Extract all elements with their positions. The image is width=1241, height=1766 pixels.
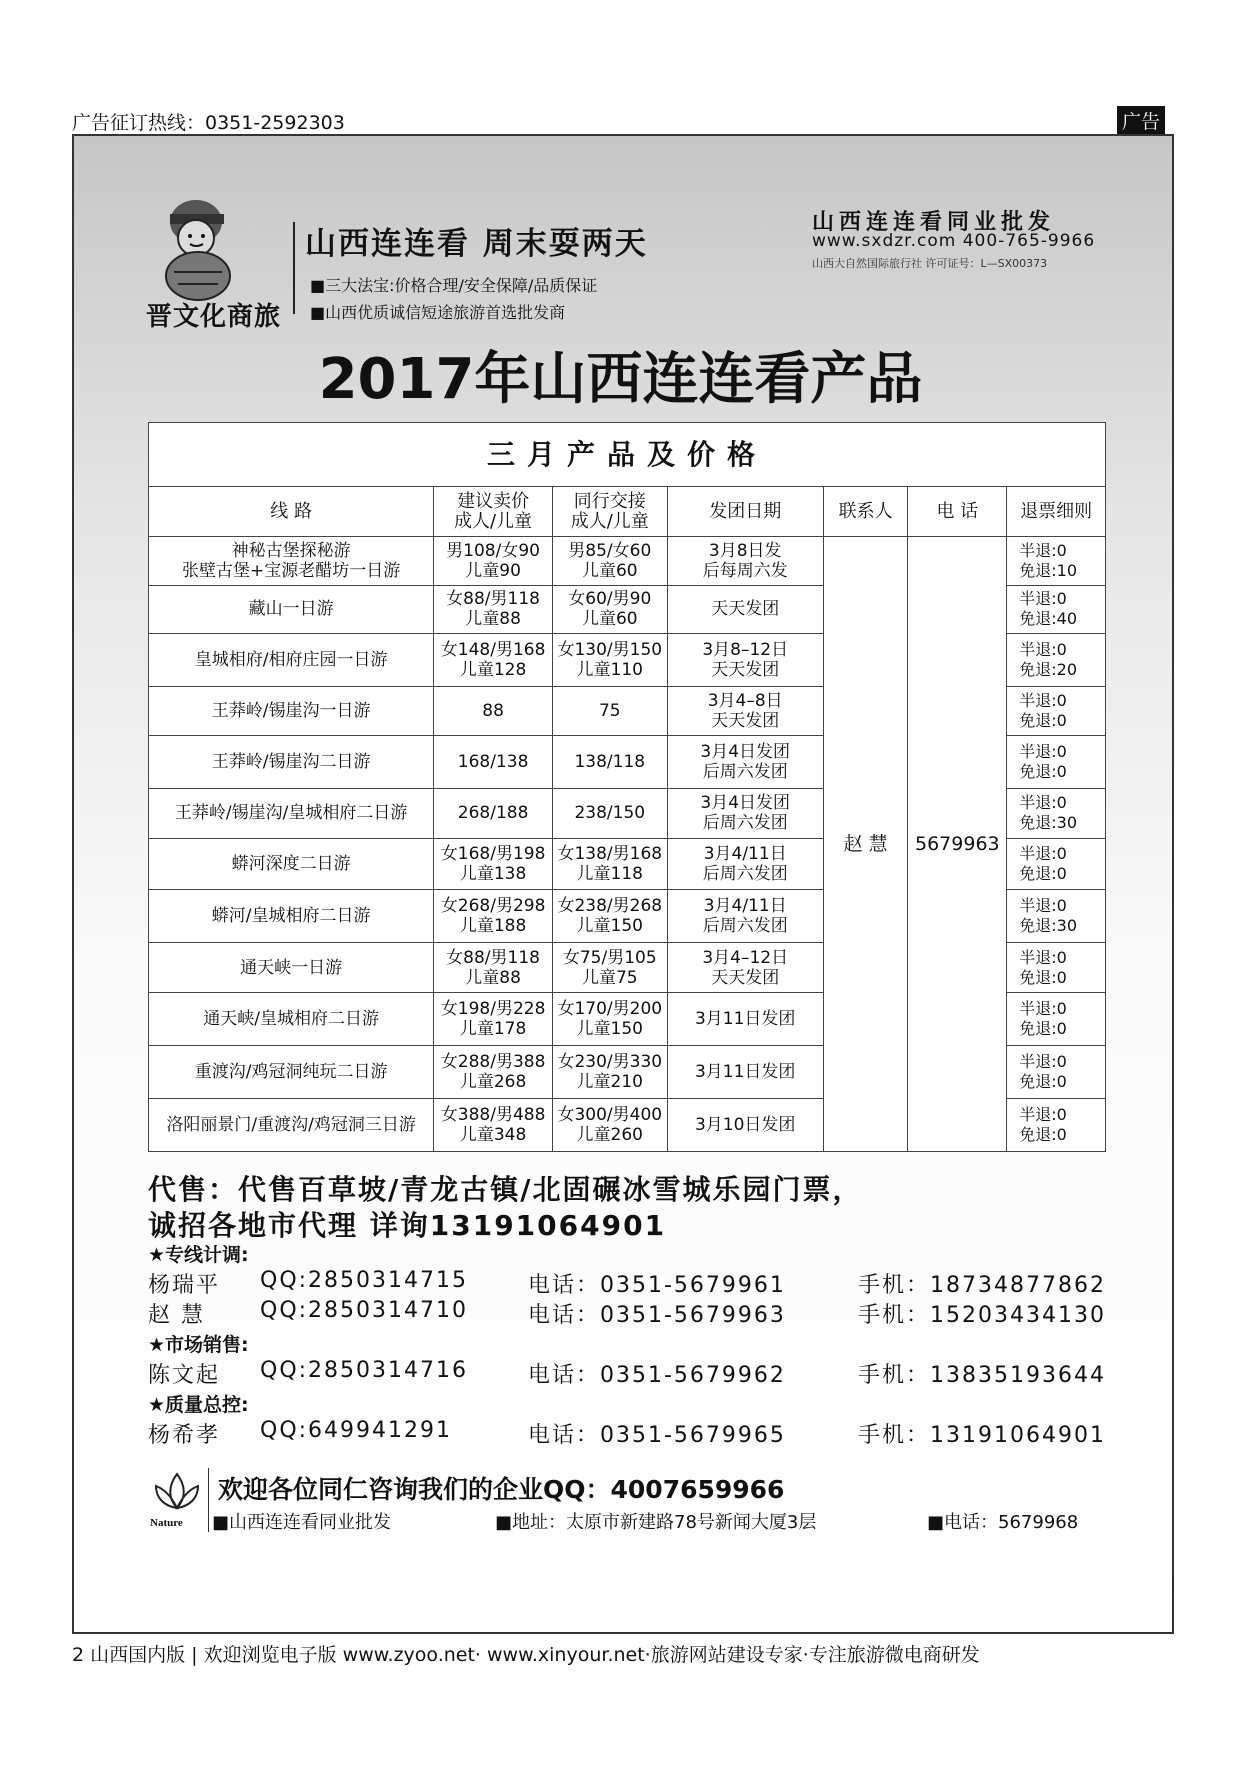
contact-qq: QQ:2850314716 — [260, 1358, 469, 1383]
cell-date: 3月8–12日 天天发团 — [667, 634, 823, 687]
contact-section-title: ★质量总控: — [148, 1394, 249, 1416]
wholesaler-license: 山西大自然国际旅行社 许可证号：L—SX00373 — [812, 257, 1048, 270]
contact-tel: 电话：0351-5679961 — [528, 1273, 786, 1298]
footer-address: ■地址：太原市新建路78号新闻大厦3层 — [495, 1512, 817, 1533]
cell-retail: 88 — [434, 687, 553, 736]
cell-route: 神秘古堡探秘游 张壁古堡+宝源老醋坊一日游 — [149, 537, 434, 586]
table-header-cell: 退票细则 — [1007, 487, 1106, 537]
cell-date: 3月4–12日 天天发团 — [667, 942, 823, 993]
brand-bullet-2: ■山西优质诚信短途旅游首选批发商 — [310, 303, 566, 322]
contact-mobile: 手机：13191064901 — [858, 1423, 1106, 1448]
cell-trade: 238/150 — [552, 788, 667, 839]
brand-slogan: 山西连连看 周末耍两天 — [305, 226, 648, 262]
cell-phone: 5679963 — [908, 537, 1007, 1152]
brand-logo-text: 晋文化商旅 — [146, 302, 282, 332]
contact-section-title: ★专线计调: — [148, 1244, 249, 1266]
cell-trade: 女60/男90 儿童60 — [552, 585, 667, 634]
contact-mobile: 手机：13835193644 — [858, 1363, 1106, 1388]
cell-route: 重渡沟/鸡冠洞纯玩二日游 — [149, 1046, 434, 1099]
cell-trade: 女75/男105 儿童75 — [552, 942, 667, 993]
contact-name: 赵 慧 — [148, 1303, 205, 1328]
cell-route: 藏山一日游 — [149, 585, 434, 634]
cell-retail: 女168/男198 儿童138 — [434, 839, 553, 890]
cell-date: 3月11日发团 — [667, 1046, 823, 1099]
footer-divider — [208, 1468, 209, 1532]
cell-fee: 半退:0 免退:0 — [1007, 839, 1106, 890]
contact-qq: QQ:649941291 — [260, 1418, 453, 1443]
cell-contact: 赵 慧 — [823, 537, 908, 1152]
cell-trade: 女238/男268 儿童150 — [552, 889, 667, 942]
cell-route: 洛阳丽景门/重渡沟/鸡冠洞三日游 — [149, 1099, 434, 1152]
cell-date: 3月4/11日 后周六发团 — [667, 839, 823, 890]
contact-name: 杨希孝 — [148, 1423, 221, 1448]
cell-fee: 半退:0 免退:0 — [1007, 1099, 1106, 1152]
cell-retail: 女88/男118 儿童88 — [434, 585, 553, 634]
table-header-cell: 联系人 — [823, 487, 908, 537]
cell-route: 通天峡一日游 — [149, 942, 434, 993]
contact-row — [148, 1268, 1128, 1296]
wholesaler-web-phone: www.sxdzr.com 400-765-9966 — [812, 231, 1096, 251]
cell-fee: 半退:0 免退:0 — [1007, 993, 1106, 1046]
cell-fee: 半退:0 免退:40 — [1007, 585, 1106, 634]
cell-trade: 女170/男200 儿童150 — [552, 993, 667, 1046]
contact-name: 陈文起 — [148, 1363, 221, 1388]
wholesaler-title: 山西连连看同业批发 — [812, 210, 1056, 235]
cell-route: 王莽岭/锡崖沟/皇城相府二日游 — [149, 788, 434, 839]
cell-date: 3月4/11日 后周六发团 — [667, 889, 823, 942]
contact-tel: 电话：0351-5679965 — [528, 1423, 786, 1448]
cell-fee: 半退:0 免退:30 — [1007, 889, 1106, 942]
cell-retail: 女268/男298 儿童188 — [434, 889, 553, 942]
contact-name: 杨瑞平 — [148, 1273, 221, 1298]
contact-tel: 电话：0351-5679963 — [528, 1303, 786, 1328]
table-row — [149, 537, 1106, 586]
contact-tel: 电话：0351-5679962 — [528, 1363, 786, 1388]
cell-route: 蟒河/皇城相府二日游 — [149, 889, 434, 942]
cell-date: 天天发团 — [667, 585, 823, 634]
cell-date: 3月4日发团 后周六发团 — [667, 735, 823, 788]
cell-retail: 女388/男488 儿童348 — [434, 1099, 553, 1152]
cell-retail: 168/138 — [434, 735, 553, 788]
cell-route: 通天峡/皇城相府二日游 — [149, 993, 434, 1046]
table-header-cell: 建议卖价 成人/儿童 — [434, 487, 553, 537]
page-footer: 2 山西国内版 | 欢迎浏览电子版 www.zyoo.net· www.xinyour.net·旅游网站建设专家·专注旅游微电商研发 — [72, 1644, 980, 1666]
cell-route: 蟒河深度二日游 — [149, 839, 434, 890]
brand-bullet-1: ■三大法宝:价格合理/安全保障/品质保证 — [310, 276, 598, 295]
footer-phone: ■电话：5679968 — [927, 1512, 1079, 1533]
cell-fee: 半退:0 免退:20 — [1007, 634, 1106, 687]
table-caption: 三月产品及价格 — [149, 423, 1106, 487]
table-header-cell: 发团日期 — [667, 487, 823, 537]
footer-qq-line: 欢迎各位同仁咨询我们的企业QQ：4007659966 — [218, 1475, 785, 1504]
cell-trade: 男85/女60 儿童60 — [552, 537, 667, 586]
table-header-cell: 线 路 — [149, 487, 434, 537]
contact-qq: QQ:2850314710 — [260, 1298, 469, 1323]
cell-trade: 女230/男330 儿童210 — [552, 1046, 667, 1099]
contact-row — [148, 1418, 1128, 1446]
contact-mobile: 手机：18734877862 — [858, 1273, 1106, 1298]
product-price-table — [148, 422, 1106, 1152]
cell-retail: 男108/女90 儿童90 — [434, 537, 553, 586]
contact-section-title: ★市场销售: — [148, 1334, 249, 1356]
cell-retail: 女288/男388 儿童268 — [434, 1046, 553, 1099]
cell-fee: 半退:0 免退:30 — [1007, 788, 1106, 839]
cell-fee: 半退:0 免退:10 — [1007, 537, 1106, 586]
cell-route: 王莽岭/锡崖沟二日游 — [149, 735, 434, 788]
nature-label: Nature — [150, 1517, 183, 1529]
cell-trade: 75 — [552, 687, 667, 736]
cell-fee: 半退:0 免退:0 — [1007, 942, 1106, 993]
cell-fee: 半退:0 免退:0 — [1007, 735, 1106, 788]
nature-lotus-icon — [146, 1468, 208, 1532]
cell-route: 王莽岭/锡崖沟一日游 — [149, 687, 434, 736]
cell-retail: 268/188 — [434, 788, 553, 839]
cell-date: 3月8日发 后每周六发 — [667, 537, 823, 586]
ad-tag: 广告 — [1117, 106, 1165, 135]
cell-date: 3月4日发团 后周六发团 — [667, 788, 823, 839]
cell-fee: 半退:0 免退:0 — [1007, 687, 1106, 736]
cell-date: 3月10日发团 — [667, 1099, 823, 1152]
cell-trade: 138/118 — [552, 735, 667, 788]
ad-hotline: 广告征订热线：0351-2592303 — [72, 112, 345, 134]
contact-row — [148, 1298, 1128, 1326]
cell-trade: 女300/男400 儿童260 — [552, 1099, 667, 1152]
cell-trade: 女130/男150 儿童110 — [552, 634, 667, 687]
agency-line-2: 诚招各地市代理 详询13191064901 — [148, 1209, 667, 1242]
footer-company: ■山西连连看同业批发 — [212, 1512, 392, 1533]
table-header-cell: 同行交接 成人/儿童 — [552, 487, 667, 537]
cell-fee: 半退:0 免退:0 — [1007, 1046, 1106, 1099]
cell-route: 皇城相府/相府庄园一日游 — [149, 634, 434, 687]
contact-mobile: 手机：15203434130 — [858, 1303, 1106, 1328]
cell-retail: 女198/男228 儿童178 — [434, 993, 553, 1046]
cell-retail: 女148/男168 儿童128 — [434, 634, 553, 687]
table-header-cell: 电 话 — [908, 487, 1007, 537]
cell-date: 3月11日发团 — [667, 993, 823, 1046]
cell-retail: 女88/男118 儿童88 — [434, 942, 553, 993]
agency-line-1: 代售：代售百草坡/青龙古镇/北固碾冰雪城乐园门票， — [148, 1173, 863, 1206]
contact-row — [148, 1358, 1128, 1386]
cell-date: 3月4–8日 天天发团 — [667, 687, 823, 736]
contact-qq: QQ:2850314715 — [260, 1268, 469, 1293]
cell-trade: 女138/男168 儿童118 — [552, 839, 667, 890]
brand-divider — [293, 222, 295, 314]
page-title: 2017年山西连连看产品 — [318, 347, 923, 412]
